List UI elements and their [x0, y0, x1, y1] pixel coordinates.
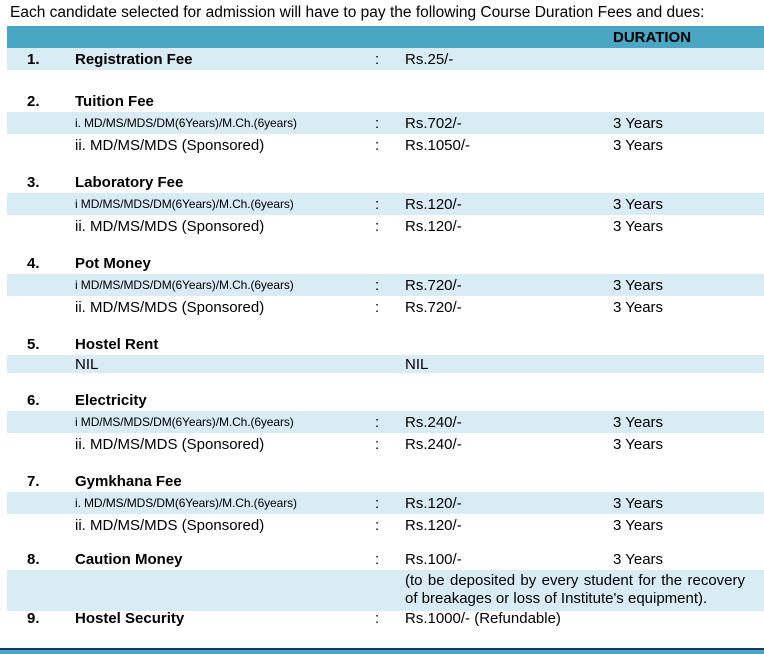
fee-amount: Rs.702/- [405, 114, 462, 132]
row-number: 7. [27, 472, 40, 490]
colon-separator: : [375, 516, 380, 534]
fee-name: Registration Fee [75, 50, 193, 68]
sub-item-row [7, 134, 764, 156]
sub-item-label: i. MD/MS/MDS/DM(6Years)/M.Ch.(6years) [75, 496, 297, 510]
fee-duration: 3 Years [613, 550, 664, 568]
sub-item-label: i MD/MS/MDS/DM(6Years)/M.Ch.(6years) [75, 278, 294, 292]
sub-item-label: ii. MD/MS/MDS (Sponsored) [75, 435, 265, 453]
sub-item-label: ii. MD/MS/MDS (Sponsored) [75, 136, 265, 154]
colon-separator: : [375, 50, 380, 68]
fee-amount: Rs.25/- [405, 50, 454, 68]
row-number: 6. [27, 391, 40, 409]
section-electricity [7, 389, 764, 455]
sub-item-row [7, 411, 764, 433]
colon-separator: : [375, 610, 380, 627]
row-number: 1. [27, 50, 40, 68]
fee-duration: 3 Years [613, 195, 664, 213]
row-number: 8. [27, 550, 40, 568]
section-header-row [7, 389, 764, 411]
fee-name: Tuition Fee [75, 92, 154, 110]
teal-divider-line [0, 650, 764, 654]
section-header-row [7, 470, 764, 492]
sub-item-label: ii. MD/MS/MDS (Sponsored) [75, 217, 265, 235]
section-header-row [7, 90, 764, 112]
fee-row-caution-money [7, 548, 764, 570]
colon-separator: : [375, 217, 380, 235]
section-tuition-fee [7, 90, 764, 156]
row-number: 2. [27, 92, 40, 110]
sub-item-label: ii. MD/MS/MDS (Sponsored) [75, 516, 265, 534]
fee-name: Laboratory Fee [75, 173, 184, 191]
sub-item-label: i. MD/MS/MDS/DM(6Years)/M.Ch.(6years) [75, 116, 297, 130]
fee-duration: 3 Years [613, 298, 664, 316]
fee-row-hostel-security [7, 611, 764, 626]
sub-item-row [7, 215, 764, 237]
fee-duration: 3 Years [613, 516, 664, 534]
caution-money-note-row [7, 570, 764, 611]
section-hostel-rent [7, 333, 764, 373]
fee-amount: Rs.720/- [405, 298, 462, 316]
nil-row [7, 355, 764, 373]
sub-item-row [7, 296, 764, 318]
sub-item-row [7, 514, 764, 536]
row-number: 9. [27, 610, 40, 627]
intro-text: Each candidate selected for admission will have to pay the following Course Duration Fees and dues: [10, 4, 705, 21]
fee-amount: Rs.100/- [405, 550, 462, 568]
fee-amount: Rs.1050/- [405, 136, 471, 154]
colon-separator: : [375, 298, 380, 316]
table-bottom-border [0, 648, 764, 654]
fee-name: Electricity [75, 391, 147, 409]
fee-duration: 3 Years [613, 217, 664, 235]
colon-separator: : [375, 195, 380, 213]
fee-row-registration [7, 48, 764, 70]
colon-separator: : [375, 550, 380, 568]
colon-separator: : [375, 136, 380, 154]
row-number: 3. [27, 173, 40, 191]
fee-table [7, 26, 764, 626]
nil-value-right: NIL [405, 355, 429, 373]
fee-amount: Rs.1000/- (Refundable) [405, 610, 561, 627]
sub-item-label: i MD/MS/MDS/DM(6Years)/M.Ch.(6years) [75, 415, 294, 429]
fee-amount: Rs.120/- [405, 195, 462, 213]
fee-name: Pot Money [75, 254, 151, 272]
fee-amount: Rs.120/- [405, 217, 462, 235]
colon-separator: : [375, 413, 380, 431]
colon-separator: : [375, 435, 380, 453]
section-header-row [7, 333, 764, 355]
fee-amount: Rs.240/- [405, 413, 462, 431]
sub-item-row [7, 193, 764, 215]
fee-amount: Rs.120/- [405, 516, 462, 534]
section-pot-money [7, 252, 764, 318]
section-gymkhana-fee [7, 470, 764, 536]
section-caution-money [7, 548, 764, 611]
table-header-bar [7, 26, 764, 48]
fee-name: Caution Money [75, 550, 183, 568]
sub-item-row [7, 492, 764, 514]
fee-name: Gymkhana Fee [75, 472, 182, 490]
section-header-row [7, 252, 764, 274]
fee-amount: Rs.720/- [405, 276, 462, 294]
colon-separator: : [375, 494, 380, 512]
sub-item-label: ii. MD/MS/MDS (Sponsored) [75, 298, 265, 316]
fee-name: Hostel Security [75, 610, 185, 627]
section-header-row [7, 171, 764, 193]
fee-duration: 3 Years [613, 276, 664, 294]
row-number: 4. [27, 254, 40, 272]
fee-name: Hostel Rent [75, 335, 159, 353]
colon-separator: : [375, 114, 380, 132]
sub-item-row [7, 112, 764, 134]
section-laboratory-fee [7, 171, 764, 237]
sub-item-row [7, 274, 764, 296]
fee-amount: Rs.240/- [405, 435, 462, 453]
caution-money-note: (to be deposited by every student for the recovery of breakages or loss of Institute's equipment). [405, 572, 745, 607]
row-number: 5. [27, 335, 40, 353]
fee-duration: 3 Years [613, 494, 664, 512]
sub-item-row [7, 433, 764, 455]
sub-item-label: i MD/MS/MDS/DM(6Years)/M.Ch.(6years) [75, 197, 294, 211]
fee-duration: 3 Years [613, 413, 664, 431]
duration-column-header: DURATION [613, 28, 692, 46]
fee-amount: Rs.120/- [405, 494, 462, 512]
fee-duration: 3 Years [613, 114, 664, 132]
nil-value-left: NIL [75, 355, 99, 373]
colon-separator: : [375, 276, 380, 294]
fee-duration: 3 Years [613, 435, 664, 453]
fee-duration: 3 Years [613, 136, 664, 154]
